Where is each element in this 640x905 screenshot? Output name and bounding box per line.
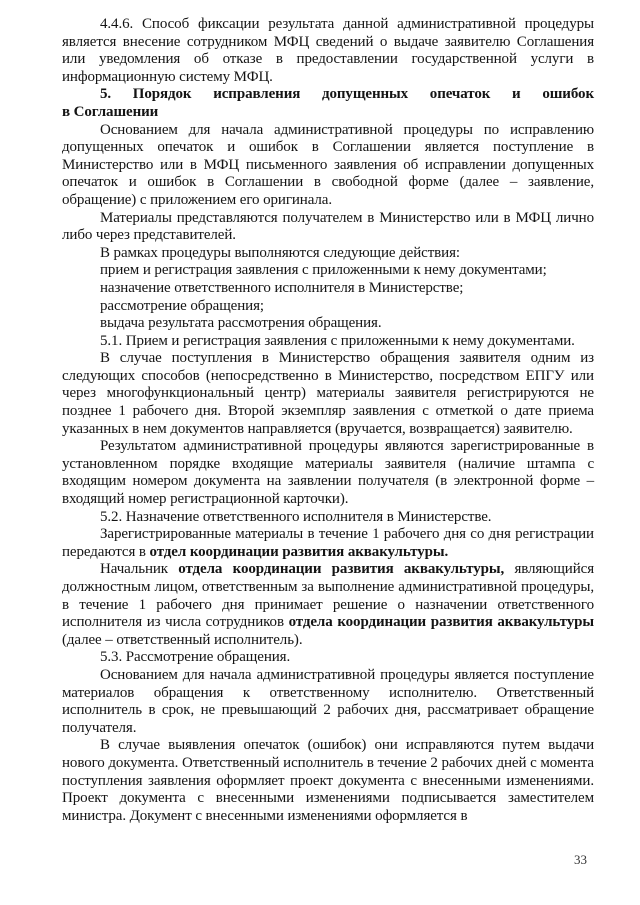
subsection-5-1: 5.1. Прием и регистрация заявления с приложенными к нему документами.	[100, 332, 575, 349]
subsection-5-2: 5.2. Назначение ответственного исполнителя в Министерстве.	[100, 508, 492, 525]
section-heading-5: 5. Порядок исправления допущенных опечаток и ошибок	[100, 86, 594, 103]
text-run: Начальник	[100, 561, 179, 578]
list-item-assignment: назначение ответственного исполнителя в Министерстве;	[100, 279, 464, 296]
page-number: 33	[574, 852, 587, 867]
subsection-5-3: 5.3. Рассмотрение обращения.	[100, 649, 291, 666]
list-item-review: рассмотрение обращения;	[100, 297, 264, 314]
bold-department-name: отдела координации развития аквакультуры,	[178, 561, 505, 578]
paragraph-head-of-department	[62, 561, 594, 649]
paragraph-transfer	[62, 526, 594, 561]
paragraph-corrections: В случае выявления опечаток (ошибок) они исправляются путем выдачи нового документа. Ответственный исполнитель в течение 2 рабочих дней с момента поступления заявления оформляет проект документа с внесенными изменениями. Проект документа с внесенными изменениями подписывается заместителем министра. Документ с внесенными изменениями оформляется в	[62, 737, 594, 824]
paragraph-4-4-6: 4.4.6. Способ фиксации результата данной административной процедуры является внесение сотрудником МФЦ сведений о выдаче заявителю Соглашения или уведомления об отказе в предоставлении государственной услуги в информационную систему МФЦ.	[62, 16, 594, 85]
paragraph-registration: В случае поступления в Министерство обращения заявителя одним из следующих способов (непосредственно в Министерство, посредством ЕПГУ или через многофункциональный центр) материалы заявителя регистрируются не позднее 1 рабочего дня. Второй экземпляр заявления с отметкой о дате приема указанных в нем документов направляется (вручается, возвращается) заявителю.	[62, 350, 594, 437]
paragraph-grounds: Основанием для начала административной процедуры по исправлению допущенных опечаток и ошибок в Соглашении является поступление в Министерство или в МФЦ письменного заявления об исправлении допущенных опечаток и ошибок в Соглашении в свободной форме (далее – заявление, обращение) с приложением его оригинала.	[62, 121, 594, 208]
text-run: Зарегистрированные материалы в течение 1 рабочего дня со дня регистрации передаются в	[62, 526, 594, 560]
bold-department-name: отдел координации развития аквакультуры.	[149, 543, 449, 560]
paragraph-result: Результатом административной процедуры являются зарегистрированные в установленном порядке входящие материалы заявителя (наличие штампа с входящим номером документа на заявлении получателя (в электронной форме – входящий номер регистрационной карточки).	[62, 438, 594, 508]
paragraph-review-grounds: Основанием для начала административной процедуры является поступление материалов обращения к ответственному исполнителю. Ответственный исполнитель в срок, не превышающий 2 рабочих дня, рассматривает обращение получателя.	[62, 666, 594, 736]
text-run: (далее – ответственный исполнитель).	[62, 631, 303, 648]
list-item-reception: прием и регистрация заявления с приложенными к нему документами;	[100, 262, 547, 279]
bold-department-name: отдела координации развития аквакультуры	[288, 614, 594, 631]
list-item-result: выдача результата рассмотрения обращения.	[100, 315, 382, 332]
text-run: являющийся должностным лицом, ответственным за выполнение административной процедуры, в течение 1 рабочего дня принимает решение о назначении ответственного исполнителя из числа сотрудников	[62, 561, 594, 631]
paragraph-materials: Материалы представляются получателем в Министерство или в МФЦ лично либо через представителей.	[62, 209, 594, 244]
document-page	[62, 16, 594, 825]
section-heading-5-continued: в Соглашении	[62, 103, 159, 120]
paragraph-actions-intro: В рамках процедуры выполняются следующие действия:	[100, 244, 460, 261]
